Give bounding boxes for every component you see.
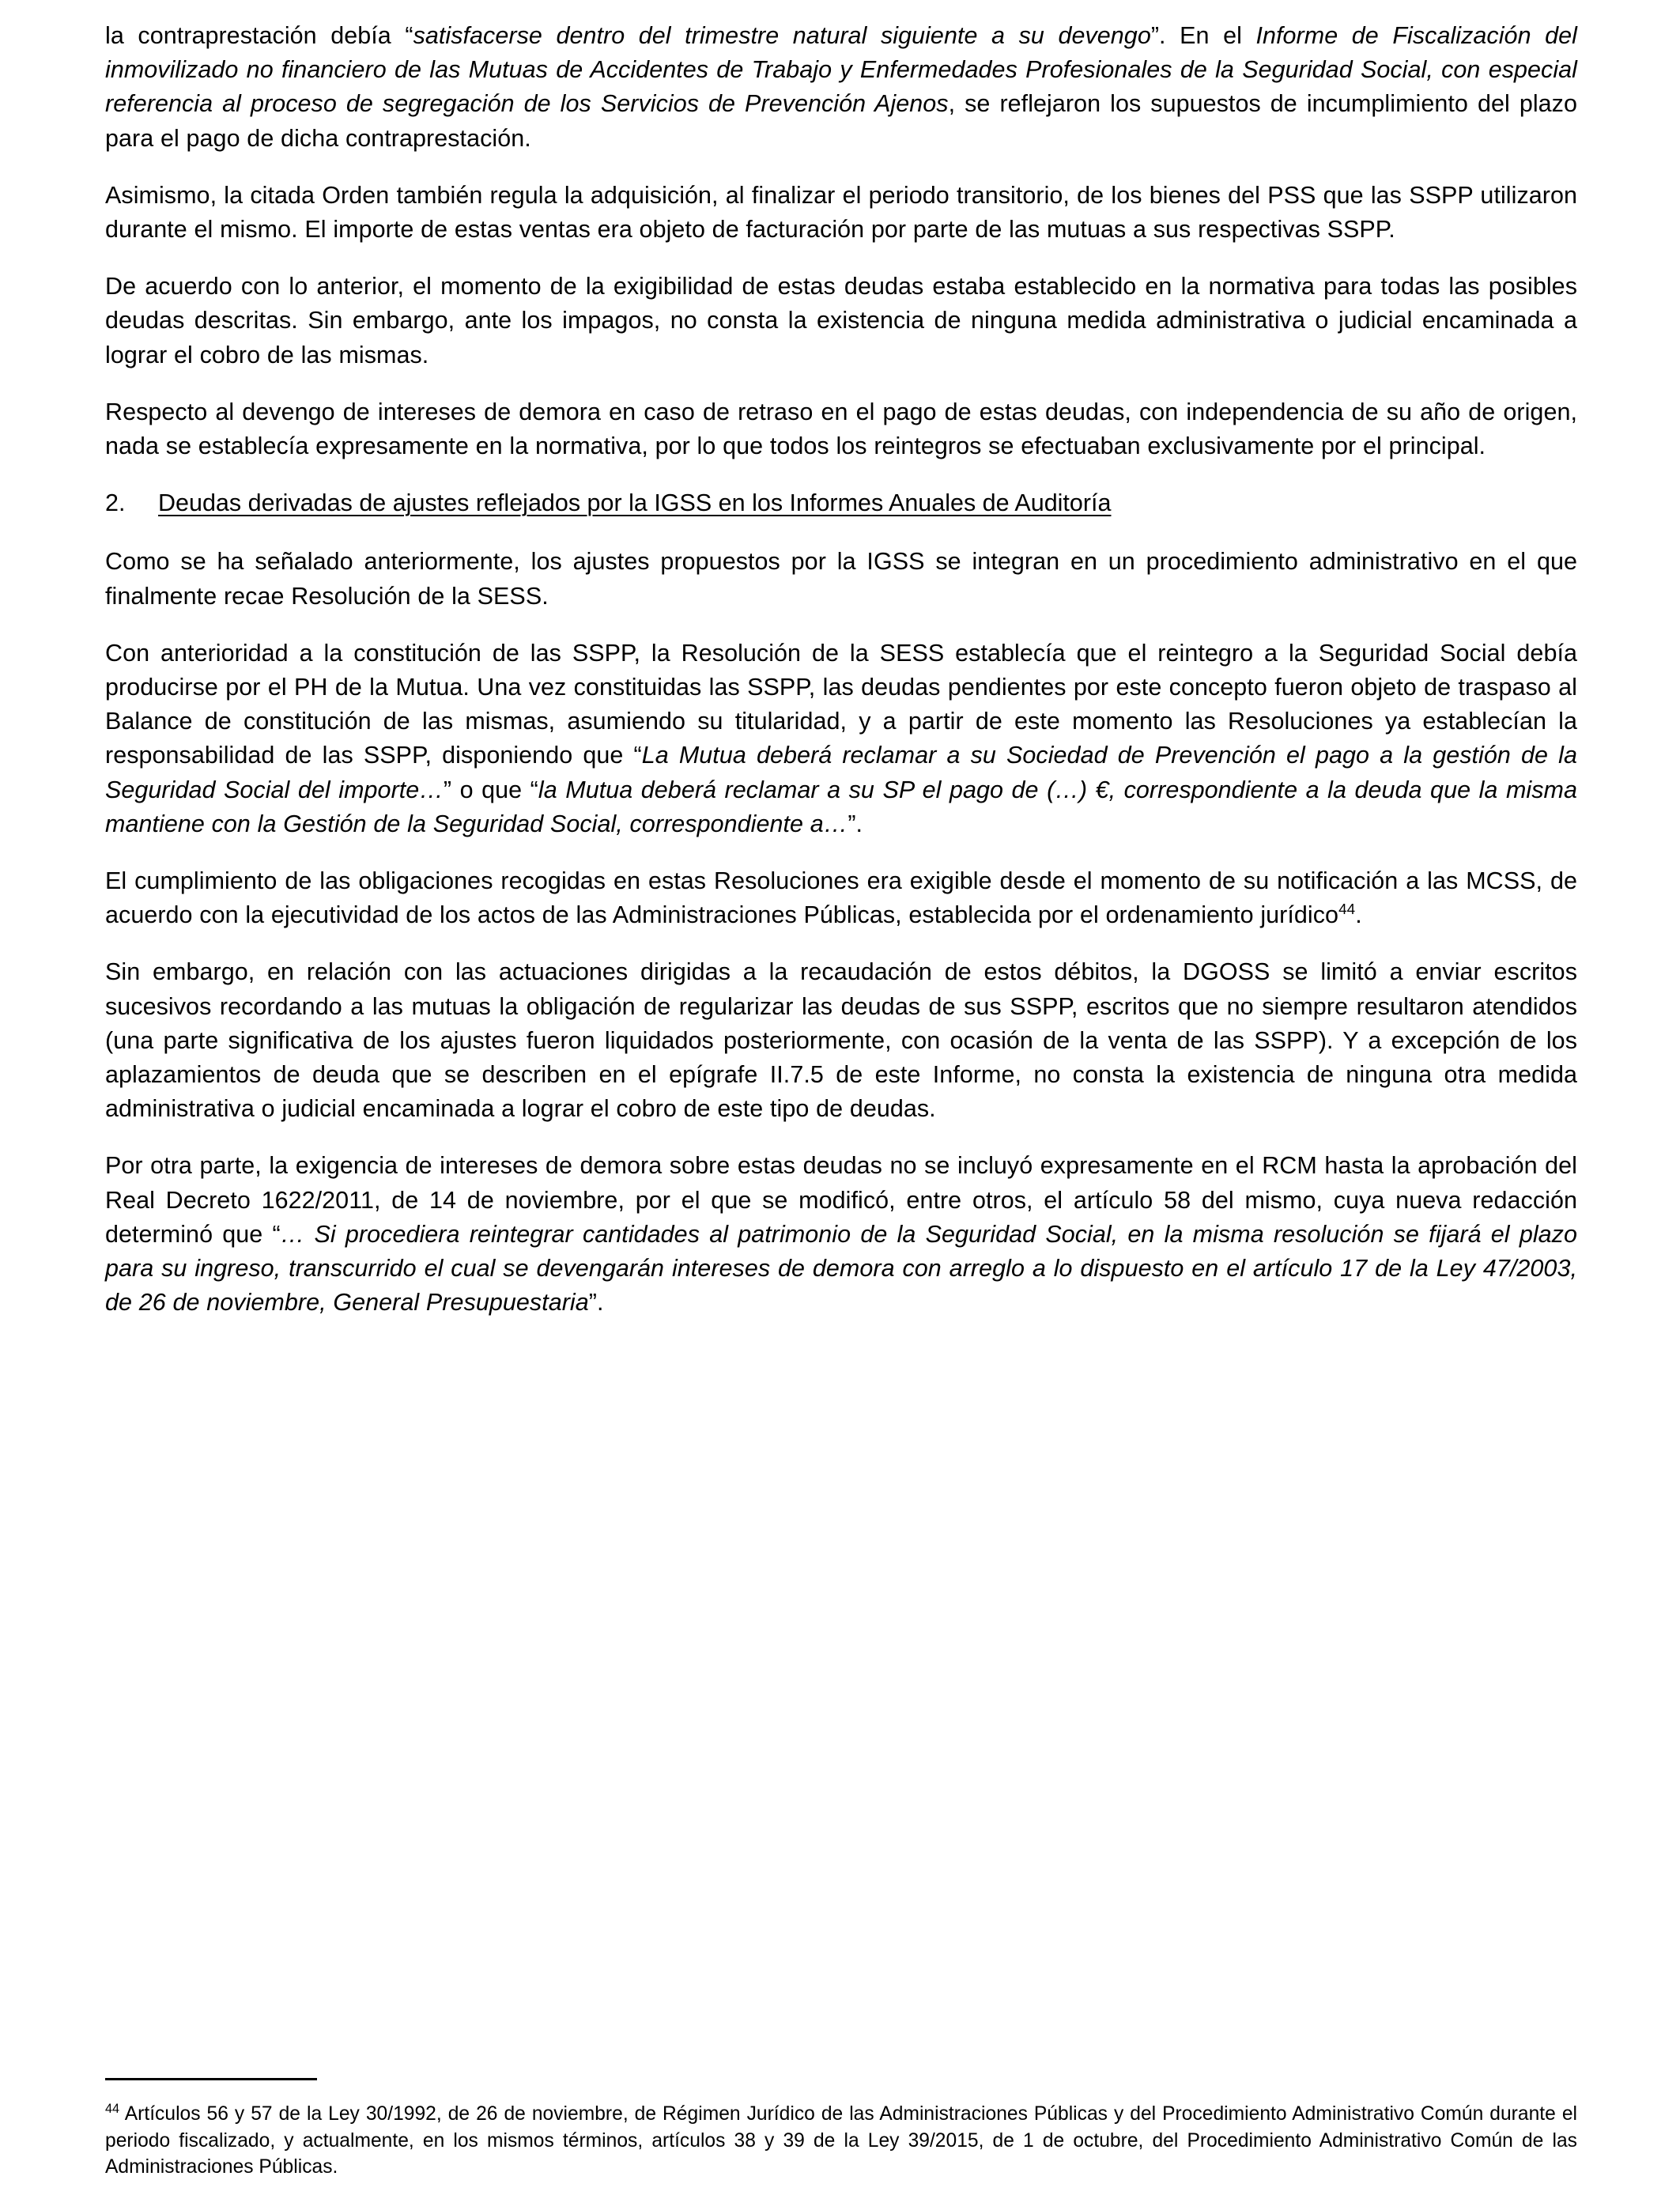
text-run: Por otra parte, la exigencia de intereses de demora sobre estas deudas no se incluyó expresamente en el RCM hasta la aprobación del Real Decreto 1622/2011, de 14 de noviembre, por el que se modificó, entre otros, el artículo 58 del mismo, cuya nueva redacción determinó que “	[105, 1152, 1577, 1248]
text-run: ” o que “	[443, 776, 538, 803]
text-run: Sin embargo, en relación con las actuaciones dirigidas a la recaudación de estos débitos, la DGOSS se limitó a enviar escritos sucesivos recordando a las mutuas la obligación de regularizar las deudas de sus SSPP, escritos que no siempre resultaron atendidos (una parte significativa de los ajustes fueron liquidados posteriormente, con ocasión de la venta de las SSPP). Y a excepción de los aplazamientos de deuda que se describen en el epígrafe II.7.5 de este Informe, no consta la existencia de ninguna otra medida administrativa o judicial encaminada a lograr el cobro de este tipo de deudas.	[105, 958, 1577, 1123]
paragraph-contraprestacion	[105, 19, 1577, 156]
italic-run: la Mutua deberá reclamar a su SP el pago de (…) €, correspondiente a la deuda que la misma mantiene con la Gestión de la Seguridad Social, correspondiente a…	[105, 776, 1578, 837]
paragraph-como-se-ha-senalado	[105, 545, 1577, 613]
text-run: De acuerdo con lo anterior, el momento de la exigibilidad de estas deudas estaba establecido en la normativa para todas las posibles deudas descritas. Sin embargo, ante los impagos, no consta la existencia de ninguna medida administrativa o judicial encaminada a lograr el cobro de las mismas.	[105, 273, 1577, 368]
text-run: ”.	[588, 1289, 604, 1317]
text-run: , se reflejaron los supuestos de incumplimiento del plazo para el pago de dicha contraprestación.	[105, 90, 1577, 152]
paragraph-cumplimiento-obligaciones	[105, 864, 1577, 932]
text-run: Respecto al devengo de intereses de demora en caso de retraso en el pago de estas deudas, con independencia de su año de origen, nada se establecía expresamente en la normativa, por lo que todos los reintegros se efectuaban exclusivamente por el principal.	[105, 398, 1577, 460]
paragraph-respecto-devengo	[105, 395, 1577, 463]
footnote-reference: 44	[1338, 901, 1356, 919]
paragraph-sin-embargo-recaudacion	[105, 955, 1577, 1126]
footnote-separator-rule	[105, 2078, 317, 2080]
section-heading-2	[105, 486, 1577, 520]
footnote-area	[105, 2078, 1577, 2181]
text-run: Como se ha señalado anteriormente, los ajustes propuestos por la IGSS se integran en un procedimiento administrativo en el que finalmente recae Resolución de la SESS.	[105, 548, 1577, 610]
footnote-marker: 44	[105, 2102, 120, 2117]
paragraph-por-otra-parte	[105, 1149, 1577, 1320]
text-run: El cumplimiento de las obligaciones recogidas en estas Resoluciones era exigible desde el momento de su notificación a las MCSS, de acuerdo con la ejecutividad de los actos de las Administraciones Públicas, establecida por el ordenamiento jurídico	[105, 867, 1577, 929]
text-run: ”.	[848, 810, 863, 837]
paragraph-asimismo	[105, 179, 1577, 247]
footnote-44	[105, 2101, 1577, 2181]
paragraph-con-anterioridad	[105, 637, 1577, 841]
footnote-body: Artículos 56 y 57 de la Ley 30/1992, de 26 de noviembre, de Régimen Jurídico de las Administraciones Públicas y del Procedimiento Administrativo Común durante el periodo fiscalizado, y actualmente, en los mismos términos, artículos 38 y 39 de la Ley 39/2015, de 1 de octubre, del Procedimiento Administrativo Común de las Administraciones Públicas.	[105, 2103, 1577, 2178]
italic-run: … Si procediera reintegrar cantidades al patrimonio de la Seguridad Social, en la misma resolución se fijará el plazo para su ingreso, transcurrido el cual se devengarán intereses de demora con arreglo a lo dispuesto en el artículo 17 de la Ley 47/2003, de 26 de noviembre, General Presupuestaria	[105, 1220, 1577, 1317]
text-run: la contraprestación debía “	[105, 22, 413, 49]
paragraph-de-acuerdo	[105, 270, 1577, 372]
text-run: .	[1355, 901, 1362, 929]
section-heading-label: Deudas derivadas de ajustes reflejados por la IGSS en los Informes Anuales de Auditoría	[158, 489, 1112, 517]
italic-run: Informe de Fiscalización del inmovilizado no financiero de las Mutuas de Accidentes de Trabajo y Enfermedades Profesionales de la Seguridad Social, con especial referencia al proceso de segregación de los Servicios de Prevención Ajenos	[105, 22, 1577, 118]
text-run: Con anterioridad a la constitución de las SSPP, la Resolución de la SESS establecía que el reintegro a la Seguridad Social debía producirse por el PH de la Mutua. Una vez constituidas las SSPP, las deudas pendientes por este concepto fueron objeto de traspaso al Balance de constitución de las mismas, asumiendo su titularidad, y a partir de este momento las Resoluciones ya establecían la responsabilidad de las SSPP, disponiendo que “	[105, 639, 1577, 769]
text-run: Asimismo, la citada Orden también regula la adquisición, al finalizar el periodo transitorio, de los bienes del PSS que las SSPP utilizaron durante el mismo. El importe de estas ventas era objeto de facturación por parte de las mutuas a sus respectivas SSPP.	[105, 181, 1577, 244]
italic-run: La Mutua deberá reclamar a su Sociedad de Prevención el pago a la gestión de la Seguridad Social del importe…	[105, 742, 1577, 803]
text-run: ”. En el	[1150, 22, 1256, 49]
section-heading-number: 2.	[105, 489, 126, 517]
italic-run: satisfacerse dentro del trimestre natural siguiente a su devengo	[413, 22, 1151, 49]
